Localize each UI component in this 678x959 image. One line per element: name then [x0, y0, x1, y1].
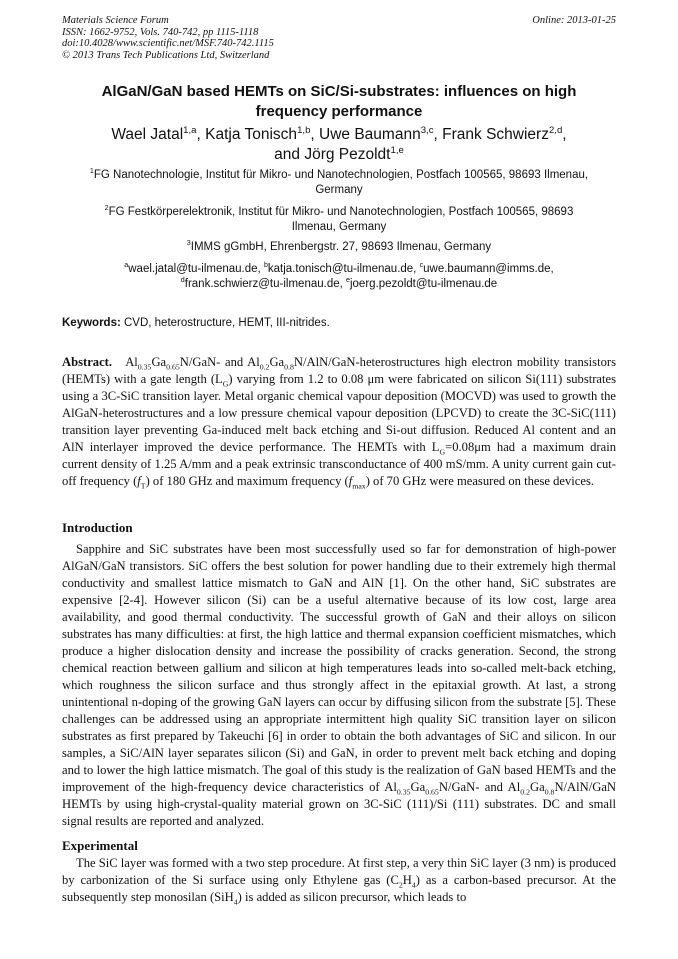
keywords-text: CVD, heterostructure, HEMT, III-nitrides.	[120, 317, 330, 329]
email-address[interactable]: wael.jatal@tu-ilmenau.de,	[128, 263, 264, 275]
online-date: Online: 2013-01-25	[532, 15, 616, 26]
paper-title	[62, 82, 616, 122]
author-name: Katja Tonisch	[205, 126, 298, 143]
author-affiliation-mark: 1,a	[183, 124, 197, 136]
doi-line: doi:10.4028/www.scientific.net/MSF.740-742.1115	[62, 38, 274, 49]
title-line-2: frequency performance	[255, 103, 423, 120]
author-affiliation-mark: 3,c	[420, 124, 434, 136]
email-address[interactable]: frank.schwierz@tu-ilmenau.de,	[184, 278, 347, 290]
author-name: and Jörg Pezoldt	[274, 146, 391, 163]
author-name: Uwe Baumann	[319, 126, 421, 143]
issn-line: ISSN: 1662-9752, Vols. 740-742, pp 1115-1118	[62, 26, 259, 38]
author-affiliation-mark: 2,d	[548, 124, 563, 136]
author-list: Wael Jatal$^{1,a}$, Katja Tonisch$^{1,b}$, Uwe Baumann$^{3,c}$, Frank Schwierz$^{2,d}$, and Jörg Pezoldt$^{1,e}$	[111, 124, 567, 163]
author-name: Frank Schwierz	[442, 126, 549, 143]
keywords	[62, 317, 616, 329]
email-address[interactable]: joerg.pezoldt@tu-ilmenau.de	[349, 278, 498, 290]
copyright-line: © 2013 Trans Tech Publications Ltd, Switzerland	[62, 49, 270, 61]
title-line-1: AlGaN/GaN based HEMTs on SiC/Si-substrates: influences on high	[101, 83, 577, 100]
section-heading-introduction: Introduction	[62, 520, 133, 535]
journal-name: Materials Science Forum	[62, 15, 169, 26]
affiliation-3: $^3$IMMS gGmbH, Ehrenbergstr. 27, 98693 Ilmenau, Germany	[186, 239, 492, 253]
keywords-label: Keywords:	[62, 317, 121, 329]
experimental-text: The SiC layer was formed with a two step procedure. At first step, a very thin SiC layer (3 nm) is produced by carbonization of the Si surface using only Ethylene gas $(C_2H_4)$ as a carbon-based precursor. At the subsequently step monosilan (SiH$_4$) is added as silicon precursor, which leads to	[62, 856, 617, 907]
author-affiliation-mark: 1,b	[297, 124, 311, 136]
author-name: Wael Jatal	[111, 126, 184, 143]
author-affiliation-mark: 1,e	[390, 144, 404, 156]
abstract-label: Abstract.	[62, 355, 113, 369]
email-address[interactable]: uwe.baumann@imms.de,	[423, 263, 554, 275]
affiliation-1: $^1$FG Nanotechnologie, Institut für Mikro- und Nanotechnologien, Postfach 100565, 98693 Ilmenau, Germany	[89, 167, 589, 196]
journal-header	[62, 15, 616, 61]
section-heading-experimental: Experimental	[62, 838, 138, 853]
affiliation-2: $^2$FG Festkörperelektronik, Institut für Mikro- und Nanotechnologien, Postfach 100565, 98693 Ilmenau, Germany	[104, 204, 574, 233]
abstract: Abstract. $Al_{0.35}Ga_{0.65}N/GaN-$ and $Al_{0.2}Ga_{0.8}N/AlN/GaN$-heterostructures high electron mobility transistors (HEMTs) with a gate length $(L_G)$ varying from 1.2 to 0.08 μm were fabricated on silicon Si(111) substrates using a 3C-SiC transition layer. Metal organic chemical vapour deposition (MOCVD) was used to growth the AlGaN-heterostructures and a low pressure chemical vapour deposition (LPCVD) to create the 3C-SiC(111) transition layer preventing Ga-induced melt back etching and Si-out diffusion. Reduced Al content and an AlN interlayer improved the device performance. The HEMTs with $L_G=0.08\mu m$ had a maximum drain current density of 1.25 A/mm and a peak extrinsic transconductance of 400 mS/mm. A unity current gain cut-off frequency $(f_T)$ of 180 GHz and maximum frequency $(f_{max})$ of 70 GHz were measured on these devices.	[62, 355, 617, 491]
email-list: $^a$wael.jatal@tu-ilmenau.de, $^b$katja.tonisch@tu-ilmenau.de, $^c$uwe.baumann@imms.de, $^d$frank.schwierz@tu-ilmenau.de, $^e$joerg.pezoldt@tu-ilmenau.de	[124, 261, 554, 290]
introduction-text: Sapphire and SiC substrates have been most successfully used so far for demonstration of high-power AlGaN/GaN transistors. SiC offers the best solution for power handling due to their extremely high thermal conductivity and smallest lattice mismatch to GaN and AlN [1]. On the other hand, SiC substrates are expensive [2-4]. However silicon (Si) can be a useful alternative because of its low cost, large area availability, and good thermal conductivity. The successful growth of GaN and their alloys on silicon substrates has many difficulties: at first, the high lattice and thermal expansion coefficient mismatches, which produce a higher dislocation density and increase the possibility of cracks generation. Second, the strong chemical reaction between gallium and silicon at high temperatures leads into so-called melt-back etching, which roughness the silicon surface and thus strongly affect in the epitaxial growth. At last, a strong unintentional n-doping of the growing GaN layers can occur by diffusing silicon from the substrate [5]. These challenges can be addressed using an appropriate intermittent high quality SiC transition layer on silicon substrates as first prepared by Takeuchi [6] in order to obtain the both advantages of SiC and silicon. In our samples, a SiC/AlN layer separates silicon (Si) and GaN, in order to prevent melt back etching and doping and to lower the high lattice mismatch. The goal of this study is the realization of GaN based HEMTs and the improvement of the high-frequency device characteristics of $Al_{0.35}Ga_{0.65}N/GaN-$ and $Al_{0.2}Ga_{0.8}N/AlN$/GaN HEMTs by using high-crystal-quality material grown on 3C-SiC (111)/Si (111) substrates. DC and small signal results are reported and analyzed.	[62, 542, 616, 828]
email-address[interactable]: katja.tonisch@tu-ilmenau.de,	[267, 263, 420, 275]
